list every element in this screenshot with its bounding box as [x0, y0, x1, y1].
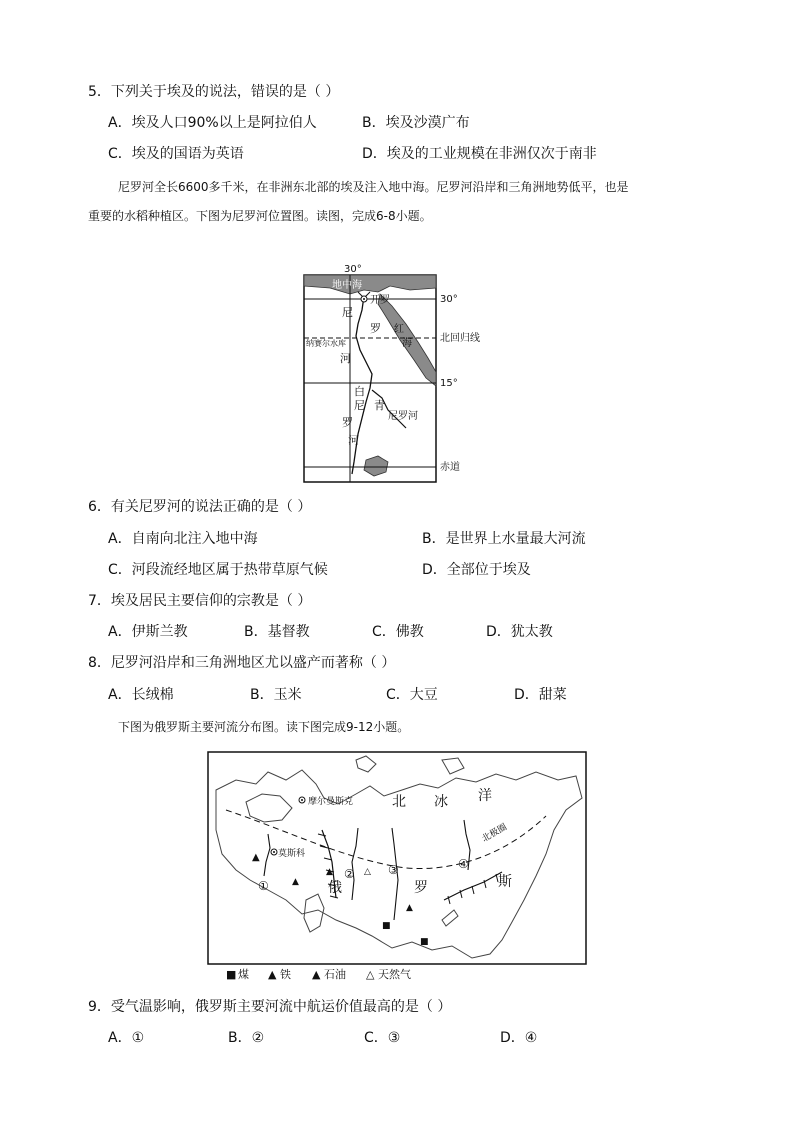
nile-map-label-equator: 赤道 — [440, 462, 460, 473]
svg-text:▲: ▲ — [406, 903, 413, 913]
legend-oil-symbol: ▲ — [312, 968, 321, 981]
question-6-option-a: A．自南向北注入地中海 — [108, 531, 258, 547]
russia-map-graphic — [206, 750, 588, 982]
question-8-option-c: C．大豆 — [386, 687, 438, 703]
svg-text:▲: ▲ — [326, 867, 333, 877]
nile-map-label-white-he: 河 — [348, 434, 359, 447]
legend-coal-label: 煤 — [238, 968, 249, 981]
question-5-option-a: A．埃及人口90%以上是阿拉伯人 — [108, 115, 317, 131]
question-6-option-b: B．是世界上水量最大河流 — [422, 531, 586, 547]
river-label-2: ② — [344, 867, 355, 881]
nile-map-label-ni: 尼 — [342, 306, 353, 319]
legend-gas-label: 天然气 — [378, 968, 411, 981]
russia-map-label-arctic-circle: 北极圈 — [480, 822, 509, 845]
svg-text:■: ■ — [382, 921, 391, 931]
question-9-option-a: A．① — [108, 1030, 145, 1046]
nile-river-map — [300, 262, 490, 487]
river-label-4: ④ — [458, 857, 469, 871]
nile-map-label-tropic: 北回归线 — [440, 333, 480, 344]
question-6-option-c: C．河段流经地区属于热带草原气候 — [108, 562, 328, 578]
nile-map-label-he: 河 — [340, 352, 351, 365]
russia-map-label-murmansk: 摩尔曼斯克 — [308, 797, 354, 807]
russia-map-label-russia-1: 俄 — [328, 880, 342, 896]
nile-map-label-lat15: 15° — [440, 378, 458, 389]
svg-text:△: △ — [364, 867, 371, 877]
question-6-option-d: D．全部位于埃及 — [422, 562, 531, 578]
question-8-stem: 8．尼罗河沿岸和三角洲地区尤以盛产而著称（ ） — [88, 655, 396, 671]
legend-coal-symbol: ■ — [226, 968, 237, 981]
russia-map-label-russia-2: 罗 — [414, 880, 428, 896]
nile-map-label-mediterranean: 地中海 — [332, 280, 362, 291]
question-9-option-d: D．④ — [500, 1030, 538, 1046]
nile-map-label-blue: 青 — [374, 399, 385, 412]
question-9-option-b: B．② — [228, 1030, 265, 1046]
svg-text:▲: ▲ — [252, 852, 260, 863]
question-5-option-c: C．埃及的国语为英语 — [108, 146, 244, 162]
nile-map-label-white: 白 — [354, 385, 365, 398]
nile-map-label-white-ni: 尼 — [354, 399, 365, 412]
question-9-option-c: C．③ — [364, 1030, 401, 1046]
nile-intro-line-2: 重要的水稻种植区。下图为尼罗河位置图。读图，完成6-8小题。 — [88, 209, 432, 223]
russia-map-label-ocean-2: 冰 — [434, 794, 448, 810]
question-6-stem: 6．有关尼罗河的说法正确的是（ ） — [88, 499, 312, 515]
russia-map-label-ocean-1: 北 — [392, 794, 406, 810]
russia-map-label-ocean-3: 洋 — [478, 788, 492, 804]
question-7-option-c: C．佛教 — [372, 624, 424, 640]
question-9-stem: 9．受气温影响，俄罗斯主要河流中航运价值最高的是（ ） — [88, 999, 452, 1015]
nile-map-label-nasser: 纳赛尔水库 — [306, 339, 346, 348]
question-8-option-d: D．甜菜 — [514, 687, 567, 703]
nile-map-label-blue-nile: 尼罗河 — [388, 411, 418, 422]
question-7-stem: 7．埃及居民主要信仰的宗教是（ ） — [88, 593, 312, 609]
nile-intro-line-1: 尼罗河全长6600多千米，在非洲东北部的埃及注入地中海。尼罗河沿岸和三角洲地势低平，也是 — [118, 180, 629, 194]
legend-iron-label: 铁 — [280, 968, 291, 981]
russia-map-label-russia-3: 斯 — [498, 874, 512, 890]
russia-intro: 下图为俄罗斯主要河流分布图。读下图完成9-12小题。 — [118, 720, 410, 734]
question-8-option-a: A．长绒棉 — [108, 687, 174, 703]
svg-text:■: ■ — [420, 937, 429, 947]
question-5-stem: 5．下列关于埃及的说法，错误的是（ ） — [88, 84, 340, 100]
russia-map-label-moscow: 莫斯科 — [278, 849, 306, 859]
nile-map-graphic — [300, 262, 490, 487]
nile-map-label-lat30-right: 30° — [440, 294, 458, 305]
nile-map-label-red-sea-2: 海 — [402, 338, 412, 349]
question-7-option-a: A．伊斯兰教 — [108, 624, 188, 640]
nile-map-label-lat30-top: 30° — [344, 264, 362, 275]
river-label-3: ③ — [388, 863, 399, 877]
nile-map-label-white-luo: 罗 — [342, 416, 353, 429]
question-5-option-b: B．埃及沙漠广布 — [362, 115, 470, 131]
question-8-option-b: B．玉米 — [250, 687, 302, 703]
question-5-option-d: D．埃及的工业规模在非洲仅次于南非 — [362, 146, 597, 162]
question-7-option-b: B．基督教 — [244, 624, 310, 640]
nile-map-label-cairo: 开罗 — [370, 295, 390, 306]
legend-gas-symbol: △ — [366, 968, 375, 981]
legend-oil-label: 石油 — [324, 968, 346, 981]
svg-text:▲: ▲ — [292, 877, 299, 887]
russia-river-map — [206, 750, 588, 982]
question-7-option-d: D．犹太教 — [486, 624, 553, 640]
river-label-1: ① — [258, 879, 269, 893]
legend-iron-symbol: ▲ — [268, 968, 277, 981]
nile-map-label-red-sea-1: 红 — [394, 324, 404, 335]
nile-map-label-luo: 罗 — [370, 322, 381, 335]
